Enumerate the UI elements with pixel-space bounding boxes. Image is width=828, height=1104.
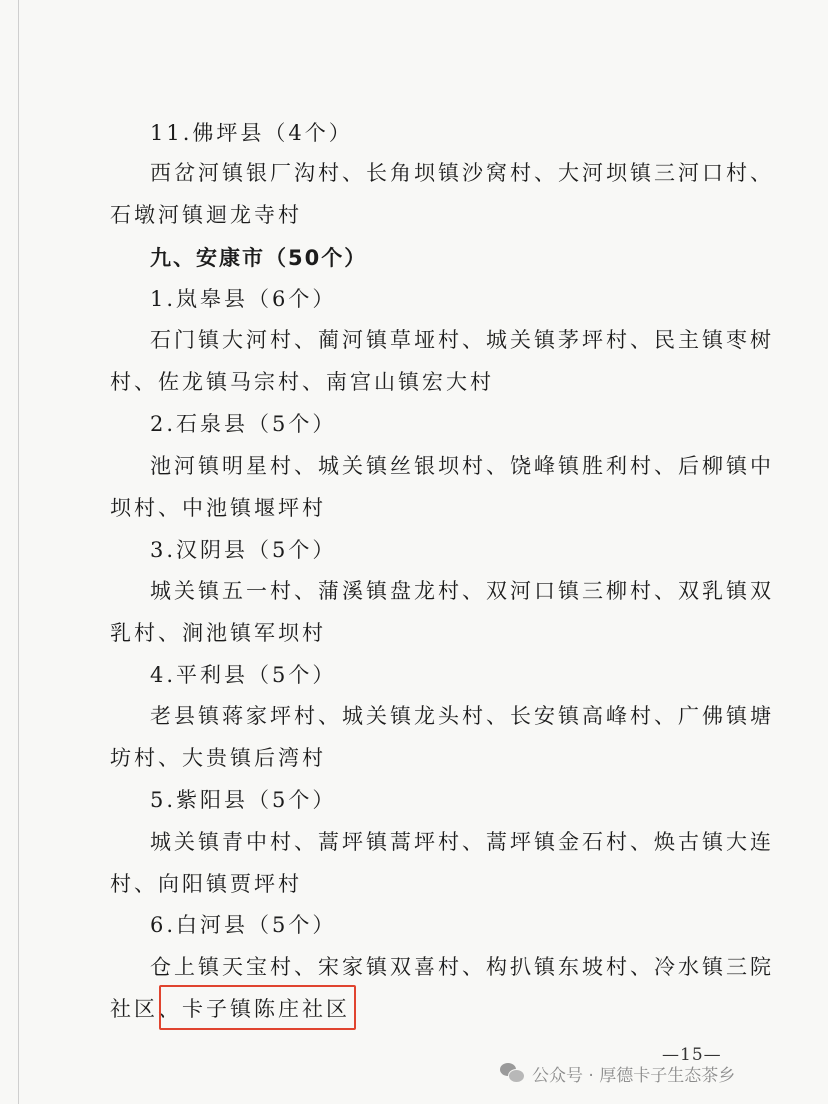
village-list-line-last: 社区、卡子镇陈庄社区 bbox=[110, 997, 350, 1021]
village-list-line: 西岔河镇银厂沟村、长角坝镇沙窝村、大河坝镇三河口村、 bbox=[150, 161, 774, 185]
page-edge bbox=[18, 0, 19, 1104]
village-list-line: 仓上镇天宝村、宋家镇双喜村、构扒镇东坡村、冷水镇三院 bbox=[150, 955, 774, 979]
village-list-line: 老县镇蒋家坪村、城关镇龙头村、长安镇高峰村、广佛镇塘 bbox=[150, 704, 774, 728]
county-heading-foping: 11.佛坪县（4个） bbox=[150, 121, 353, 145]
wechat-watermark bbox=[500, 1058, 735, 1088]
village-list-line: 坝村、中池镇堰坪村 bbox=[110, 496, 326, 520]
county-heading-shiquan: 2.石泉县（5个） bbox=[150, 412, 337, 436]
village-list-line: 村、向阳镇贾坪村 bbox=[110, 872, 302, 896]
village-list-line: 池河镇明星村、城关镇丝银坝村、饶峰镇胜利村、后柳镇中 bbox=[150, 454, 774, 478]
village-list-line: 城关镇青中村、蒿坪镇蒿坪村、蒿坪镇金石村、焕古镇大连 bbox=[150, 830, 774, 854]
county-heading-pingli: 4.平利县（5个） bbox=[150, 663, 337, 687]
village-list-line: 石墩河镇迴龙寺村 bbox=[110, 203, 302, 227]
county-heading-hanyin: 3.汉阴县（5个） bbox=[150, 538, 337, 562]
village-list-line: 村、佐龙镇马宗村、南宫山镇宏大村 bbox=[110, 370, 494, 394]
village-list-line: 坊村、大贵镇后湾村 bbox=[110, 746, 326, 770]
village-list-line: 石门镇大河村、蔺河镇草垭村、城关镇茅坪村、民主镇枣树 bbox=[150, 328, 774, 352]
county-heading-langao: 1.岚皋县（6个） bbox=[150, 287, 337, 311]
city-heading-ankang: 九、安康市（50个） bbox=[150, 246, 368, 270]
watermark-text: 公众号 · 厚德卡子生态茶乡 bbox=[532, 1065, 736, 1086]
village-list-line: 乳村、涧池镇军坝村 bbox=[110, 621, 326, 645]
village-list-line: 城关镇五一村、蒲溪镇盘龙村、双河口镇三柳村、双乳镇双 bbox=[150, 579, 774, 603]
county-heading-baihe: 6.白河县（5个） bbox=[150, 913, 337, 937]
wechat-icon bbox=[500, 1063, 524, 1083]
county-heading-ziyang: 5.紫阳县（5个） bbox=[150, 788, 337, 812]
page-number: —15— bbox=[662, 1045, 722, 1065]
highlight-box-kazi-chenzhuang bbox=[159, 985, 356, 1030]
